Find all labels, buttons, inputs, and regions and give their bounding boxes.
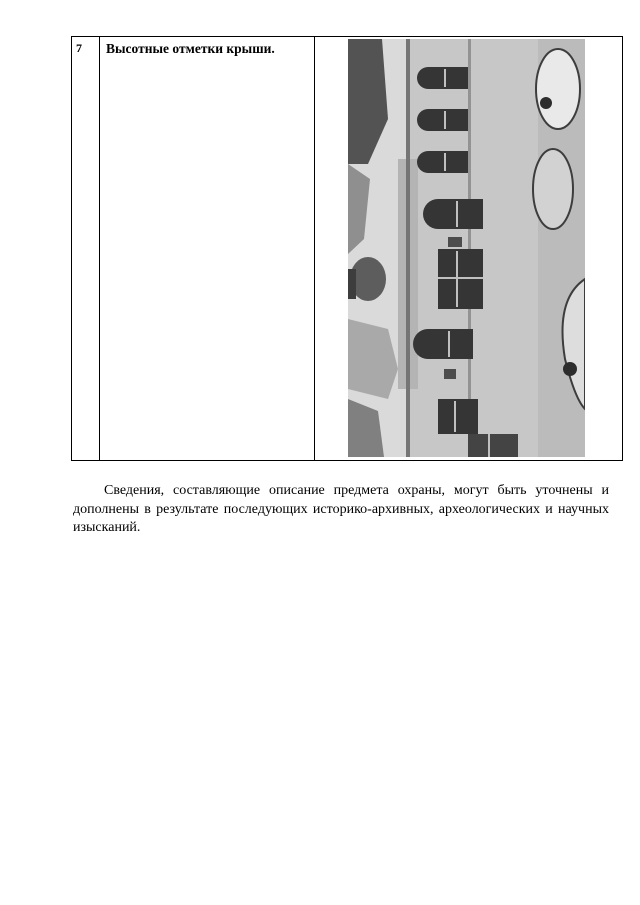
row-number-cell bbox=[72, 37, 100, 460]
row-number: 7 bbox=[76, 41, 82, 55]
closing-paragraph: Сведения, составляющие описание предмета охраны, могут быть уточнены и дополнены в результате последующих историко-архивных, археологических и научных изысканий. bbox=[73, 483, 609, 535]
row-description: Высотные отметки крыши. bbox=[106, 41, 275, 56]
row-description-cell bbox=[100, 37, 315, 460]
building-photo bbox=[348, 39, 585, 457]
protection-subject-table bbox=[71, 36, 623, 461]
building-photo-illustration bbox=[348, 39, 585, 457]
row-photo-cell bbox=[315, 37, 622, 460]
